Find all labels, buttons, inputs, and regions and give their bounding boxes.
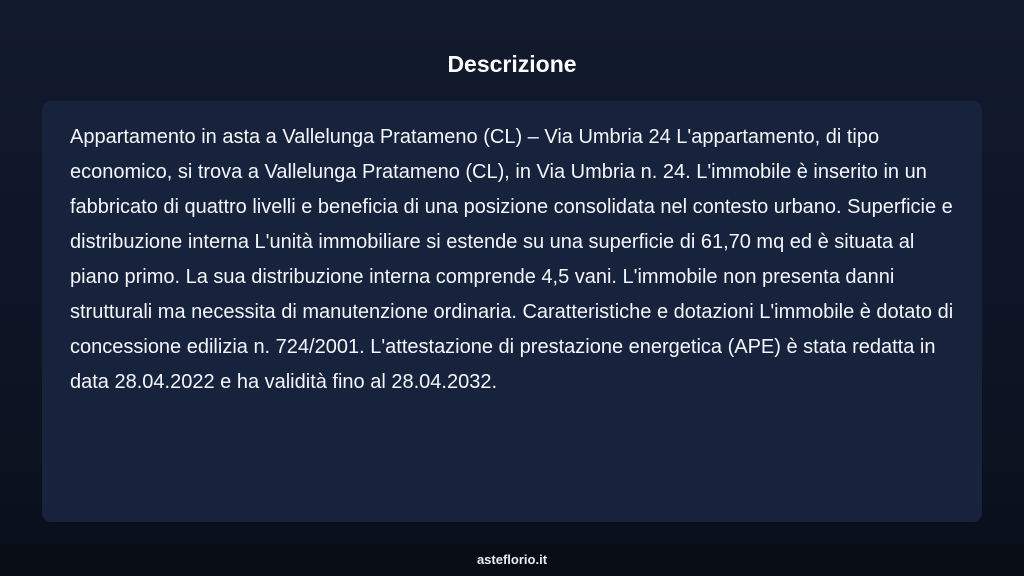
- description-text: Appartamento in asta a Vallelunga Pratameno (CL) – Via Umbria 24 L'appartamento, di tipo economico, si trova a Vallelunga Pratameno (CL), in Via Umbria n. 24. L'immobile è inserito in un fabbricato di quattro livelli e beneficia di una posizione consolidata nel contesto urbano. Superficie e distribuzione interna L'unità immobiliare si estende su una superficie di 61,70 mq ed è situata al piano primo. La sua distribuzione interna comprende 4,5 vani. L'immobile non presenta danni strutturali ma necessita di manutenzione ordinaria. Caratteristiche e dotazioni L'immobile è dotato di concessione edilizia n. 724/2001. L'attestazione di prestazione energetica (APE) è stata redatta in data 28.04.2022 e ha validità fino al 28.04.2032.: [70, 126, 954, 393]
- page-title: Descrizione: [447, 51, 577, 77]
- footer-bar: [0, 544, 1024, 576]
- description-card: [42, 101, 982, 522]
- footer-site-label: asteflorio.it: [476, 552, 548, 567]
